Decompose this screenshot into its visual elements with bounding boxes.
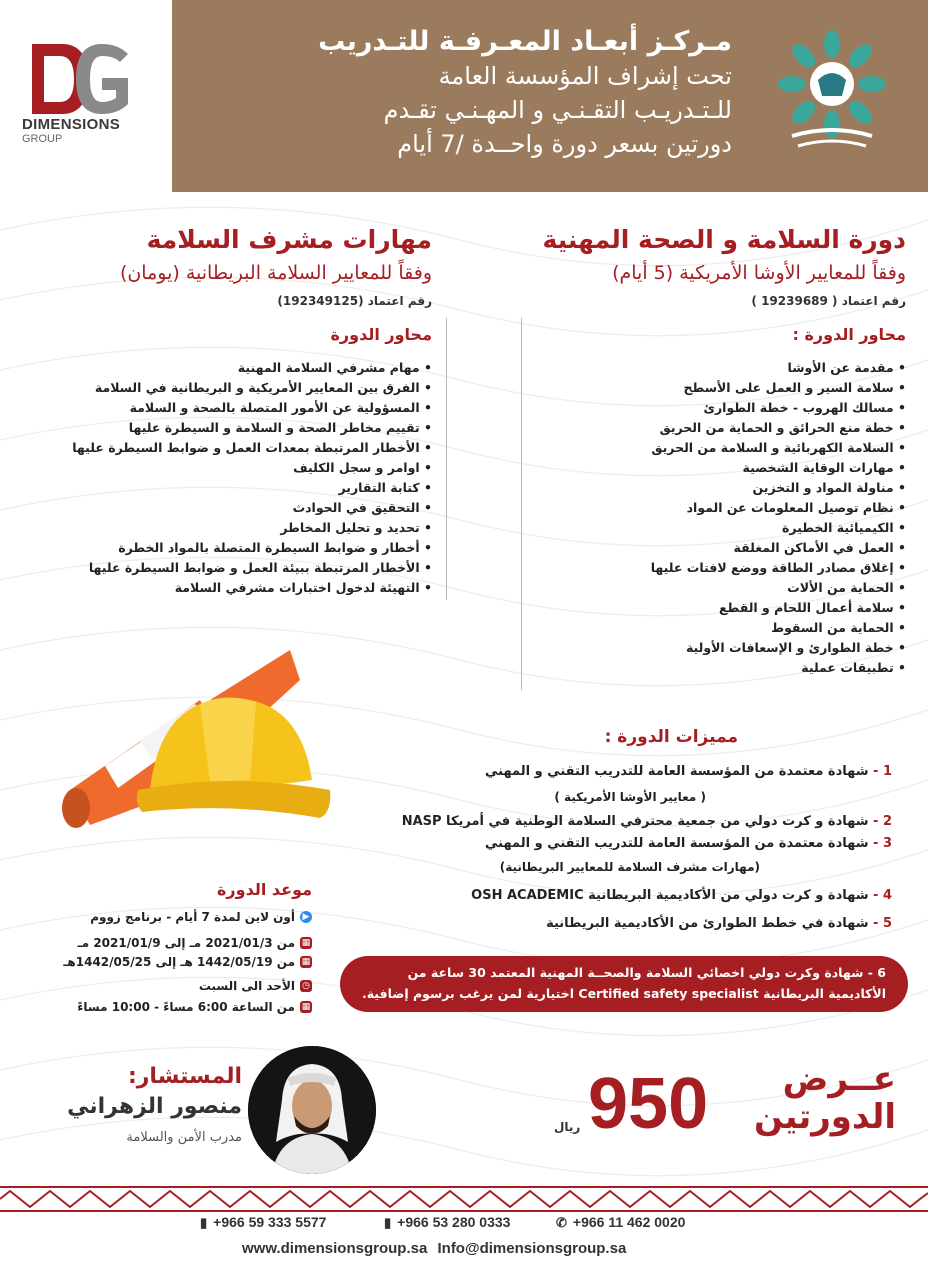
video-camera-icon: ▶: [300, 911, 312, 923]
feature-number: 1 -: [873, 764, 892, 779]
mobile-phone-icon: ▮: [200, 1215, 208, 1230]
list-item: • سلامة أعمال اللحام و القطع: [651, 598, 906, 618]
list-item: • خطة الطوارئ و الإسعافات الأولية: [651, 638, 906, 658]
list-item: • إغلاق مصادر الطاقة ووضع لافتات عليها: [651, 558, 906, 578]
tvtc-emblem-icon: [772, 24, 892, 156]
feature-number: 2 -: [873, 814, 892, 829]
list-item: • اوامر و سجل الكليف: [72, 458, 432, 478]
list-item: • سلامة السير و العمل على الأسطح: [651, 378, 906, 398]
list-item: • الأخطار المرتبطة ببيئة العمل و ضوابط السيطرة عليها: [72, 558, 432, 578]
feature-number: 3 -: [873, 836, 892, 851]
calendar-icon: ▦: [301, 957, 311, 967]
feature-number: 5 -: [873, 916, 892, 931]
list-item: • التهيئة لدخول اختبارات مشرفي السلامة: [72, 578, 432, 598]
feature-text: شهادة و كرت دولي من الأكاديمية البريطانية OSH ACADEMIC: [471, 888, 869, 903]
helmet-and-cone-illustration: [50, 640, 340, 840]
schedule-text: من 2021/01/3 مـ إلى 2021/01/9 مـ: [77, 936, 295, 950]
list-item: • تحديد و تحليل المخاطر: [72, 518, 432, 538]
contact-text: +966 11 462 0020: [572, 1214, 686, 1230]
list-item: • مهارات الوقاية الشخصية: [651, 458, 906, 478]
clock-icon: ◷: [300, 980, 312, 992]
feature-text: شهادة معتمدة من المؤسسة العامة للتدريب التقني و المهني: [485, 764, 869, 779]
schedule-text: أون لاين لمدة 7 أيام - برنامج زووم: [90, 910, 295, 924]
mobile-phone-icon: ▮: [384, 1215, 392, 1230]
offer-line-1: عــرض: [782, 1059, 896, 1099]
list-item: • الأخطار المرتبطة بمعدات العمل و ضوابط السيطرة عليها: [72, 438, 432, 458]
calendar-icon: ▦: [301, 938, 311, 948]
schedule-row: [199, 977, 312, 995]
contact-web-email: [242, 1240, 626, 1257]
logo-wordmark: DIMENSIONS: [22, 116, 121, 133]
feature-note: ( معايير الأوشا الأمريكية ): [554, 790, 706, 804]
feature-item: [546, 916, 892, 931]
contact-text: +966 59 333 5577: [213, 1214, 327, 1230]
offer-line-2: الدورتين: [753, 1097, 896, 1137]
feature-text: شهادة معتمدة من المؤسسة العامة للتدريب التقني و المهني: [485, 836, 869, 851]
contact-mobile-1[interactable]: [200, 1214, 326, 1231]
list-item: • الكيميائية الخطيرة: [651, 518, 906, 538]
list-item: • أخطار و ضوابط السيطرة المتصلة بالمواد الخطرة: [72, 538, 432, 558]
feature-text: شهادة في خطط الطوارئ من الأكاديمية البريطانية: [546, 916, 869, 931]
dimensions-logo-icon: [28, 40, 132, 118]
decorative-pattern-border: [0, 1186, 928, 1212]
website-link[interactable]: www.dimensionsgroup.sa: [242, 1240, 428, 1257]
list-item: • السلامة الكهربائية و السلامة من الحريق: [651, 438, 906, 458]
schedule-text: الأحد الى السبت: [198, 979, 295, 993]
list-item: • تقييم مخاطر الصحة و السلامة و السيطرة عليها: [72, 418, 432, 438]
banner-line-1: 6 - شهادة وكرت دولي اخصائي السلامة والصحــة المهنية المعتمد 30 ساعة من: [407, 965, 886, 980]
header-line-4: دورتين بسعر دورة واحــدة /7 أيام: [397, 130, 732, 158]
calendar-icon: ▦: [301, 1002, 311, 1012]
list-item: • العمل في الأماكن المغلقة: [651, 538, 906, 558]
list-item: • تطبيقات عملية: [651, 658, 906, 678]
course-supervisor-accreditation: رقم اعتماد (192349125): [277, 294, 432, 308]
list-item: • مقدمة عن الأوشا: [651, 358, 906, 378]
list-item: • الحماية من السقوط: [651, 618, 906, 638]
email-link[interactable]: Info@dimensionsgroup.sa: [437, 1240, 627, 1257]
column-divider: [521, 318, 522, 690]
course-supervisor-topics-list: [72, 358, 432, 598]
course-osha-title: دورة السلامة و الصحة المهنية: [542, 225, 906, 254]
course-osha-topics-list: [651, 358, 906, 678]
optional-certificate-banner: [340, 956, 908, 1012]
schedule-row: [78, 934, 312, 952]
header-line-2: تحت إشراف المؤسسة العامة: [438, 62, 732, 90]
schedule-row: [77, 998, 312, 1016]
features-heading: مميزات الدورة :: [604, 727, 738, 747]
consultant-photo: [248, 1046, 376, 1174]
column-divider: [446, 318, 447, 600]
list-item: • مسالك الهروب - خطة الطوارئ: [651, 398, 906, 418]
feature-item: [485, 764, 892, 779]
price-currency: ريال: [554, 1120, 581, 1134]
course-osha-topics-heading: محاور الدورة :: [792, 325, 906, 344]
feature-note: (مهارات مشرف السلامة للمعايير البريطانية): [499, 860, 760, 874]
feature-item: [402, 814, 892, 829]
course-supervisor-title: مهارات مشرف السلامة: [146, 225, 432, 254]
course-osha-accreditation: رقم اعتماد ( 19239689 ): [751, 294, 906, 308]
logo-subtitle: GROUP: [22, 133, 63, 145]
consultant-label: المستشار:: [127, 1064, 242, 1089]
course-osha-subtitle: وفقاً للمعايير الأوشا الأمريكية (5 أيام): [612, 262, 906, 284]
header-line-3: للـتـدريـب التقـنـي و المهـنـي تقـدم: [383, 96, 732, 124]
banner-line-2: الأكاديمية البريطانية Certified safety specialist اختيارية لمن يرغب برسوم إضافية.: [361, 986, 886, 1001]
list-item: • الحماية من الألات: [651, 578, 906, 598]
feature-text: شهادة و كرت دولي من جمعية محترفي السلامة الوطنية في أمريكا NASP: [401, 814, 869, 829]
schedule-text: من 1442/05/19 هـ إلى 1442/05/25هـ: [63, 955, 295, 969]
course-supervisor-topics-heading: محاور الدورة: [330, 325, 432, 344]
contact-landline[interactable]: [556, 1214, 685, 1231]
price-value: 950: [588, 1064, 709, 1144]
consultant-name: منصور الزهراني: [67, 1094, 242, 1119]
feature-item: [485, 836, 892, 851]
feature-number: 4 -: [873, 888, 892, 903]
offer-label: [753, 1059, 896, 1137]
list-item: • خطة منع الحرائق و الحماية من الحريق: [651, 418, 906, 438]
list-item: • كتابة التقارير: [72, 478, 432, 498]
person-portrait-icon: [248, 1046, 376, 1174]
contact-mobile-2[interactable]: [384, 1214, 510, 1231]
contact-text: +966 53 280 0333: [397, 1214, 511, 1230]
list-item: • نظام توصيل المعلومات عن المواد: [651, 498, 906, 518]
schedule-row: [90, 908, 312, 926]
list-item: • مهام مشرفي السلامة المهنية: [72, 358, 432, 378]
phone-handset-icon: ✆: [556, 1215, 567, 1230]
header-title: مـركـز أبعـاد المعـرفـة للتـدريب: [318, 26, 732, 57]
list-item: • المسؤولية عن الأمور المتصلة بالصحة و السلامة: [72, 398, 432, 418]
schedule-row: [63, 953, 312, 971]
schedule-heading: موعد الدورة: [216, 880, 312, 899]
consultant-role: مدرب الأمن والسلامة: [126, 1130, 242, 1145]
course-supervisor-subtitle: وفقاً للمعايير السلامة البريطانية (يومان): [119, 262, 432, 284]
list-item: • التحقيق في الحوادث: [72, 498, 432, 518]
list-item: • الفرق بين المعايير الأمريكية و البريطانية في السلامة: [72, 378, 432, 398]
list-item: • مناولة المواد و التخزين: [651, 478, 906, 498]
schedule-text: من الساعة 6:00 مساءً - 10:00 مساءً: [77, 1000, 295, 1014]
feature-item: [471, 888, 892, 903]
header-banner: [172, 0, 928, 192]
